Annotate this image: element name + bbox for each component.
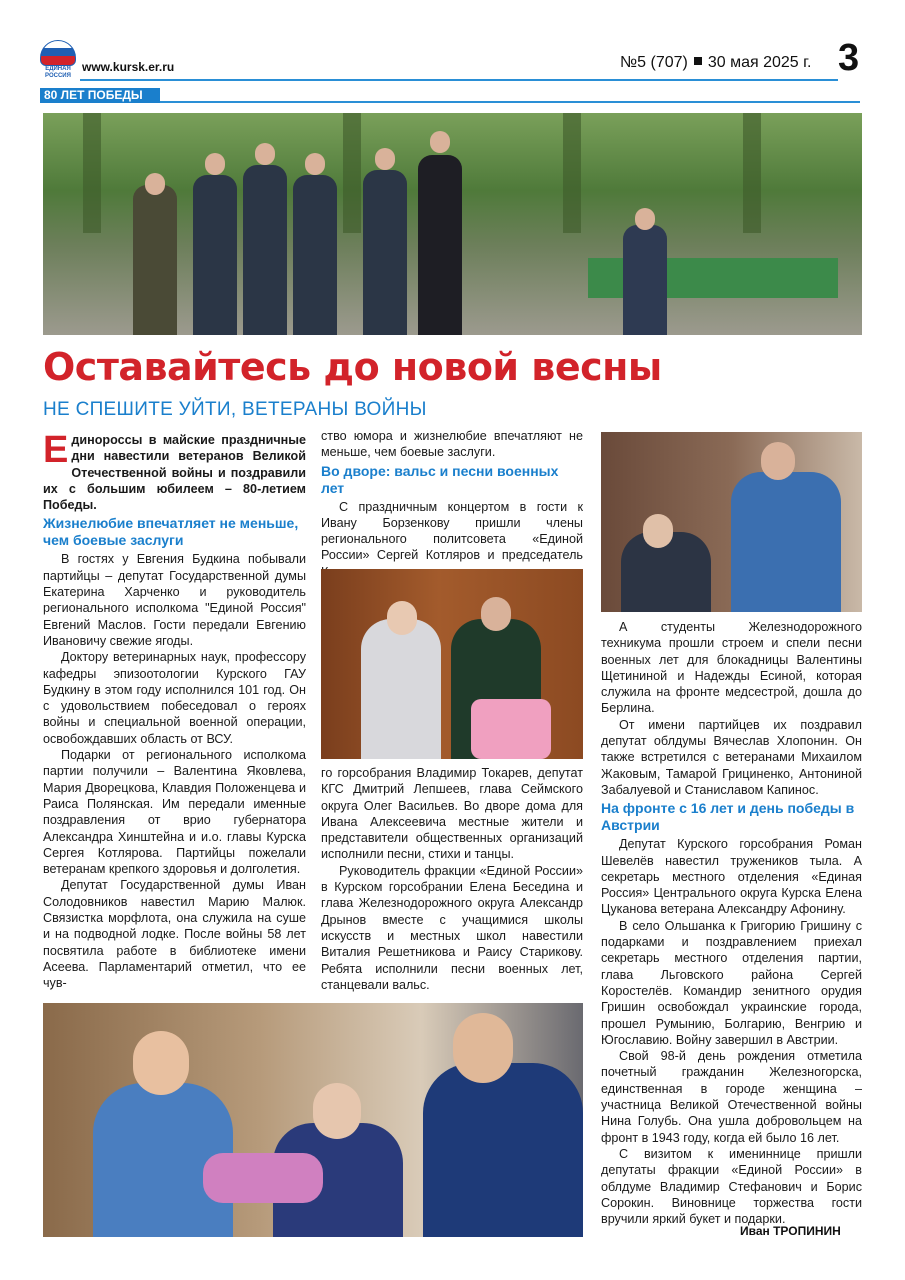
paragraph: ство юмора и жизнелюбие впечатляют не меньше, чем боевые заслуги. (321, 429, 583, 460)
article-subtitle: НЕ СПЕШИТЕ УЙТИ, ВЕТЕРАНЫ ВОЙНЫ (43, 399, 427, 420)
rubric-label: 80 ЛЕТ ПОБЕДЫ (40, 88, 160, 103)
square-separator-icon (694, 57, 702, 65)
article-column-2-bottom (321, 765, 583, 993)
paragraph: С визитом к имениннице пришли депутаты фракции «Единой России» в облдуме Владимир Стефанович и Борис Сорокин. Виновнице торжества гости вручили яркий букет и подарки. (601, 1146, 862, 1227)
party-logo (40, 40, 76, 86)
paragraph: С праздничным концертом в гости к Ивану Борзенкову пришли члены регионального политсовета «Единой России» Сергей Котляров и председатель (321, 499, 583, 563)
section-heading-2: Во дворе: вальс и песни военных лет (321, 462, 559, 496)
article-column-1 (43, 429, 306, 992)
paragraph: Руководитель фракции «Единой России» в Курском горсобрании Елена Беседина и глава Железнодорожного округа Александр Дрынов вместе с учащимися школы искусств и местных школ навестили Виталия Решетникова и Раису Старикову. Ребята исполнили песни военных лет, станцевали вальс. (321, 863, 583, 992)
header-divider (80, 79, 838, 81)
drop-cap: Е (43, 429, 69, 471)
paragraph: От имени партийцев их поздравил депутат облдумы Вячеслав Хлопонин. Он также встретился с ветеранами Михаилом Жаковым, Тамарой Грициненко, Антониной Забалуевой и Станиславом Капинос. (601, 717, 862, 797)
section-heading-3: На фронте с 16 лет и день победы в Австрии (601, 800, 855, 834)
article-column-3 (601, 619, 862, 1227)
paragraph: В гостях у Евгения Будкина побывали партийцы – депутат Государственной думы Екатерина Харченко и руководитель регионального исполкома "Единой Россия" Евгений Маслов. Гости передали Евгению Ивановичу свежие ягоды. (43, 552, 306, 648)
lead-text: диноросcы в майские праздничные дни навестили ветеранов Великой Отечественной войны и поздравили их с большим юбилеем – 80-летием Победы. (43, 433, 306, 513)
paragraph: Доктору ветеринарных наук, профессору кафедры эпизоотологии Курского ГАУ Будкину в этом году исполнился 101 год. Он с удовольствием побеседовал о героях войны и специальной военной операции, освобождавших область от ВСУ. (43, 650, 306, 746)
issue-number: №5 (707) (620, 54, 688, 71)
photo-veterans-group (43, 113, 862, 335)
article-lead (43, 429, 306, 513)
section-heading-1: Жизнелюбие впечатляет не меньше, чем боевые заслуги (43, 515, 299, 549)
paragraph: А студенты Железнодорожного техникума прошли строем и спели песни военных лет для блокадницы Валентины Щетининой и Надежды Есиной, которая служила на фронте медсестрой, дошла до Берлина. (601, 620, 862, 716)
logo-text: ЕДИНАЯ РОССИЯ (45, 66, 71, 79)
photo-veteran-birthday (43, 1003, 583, 1237)
rubric-divider (160, 101, 860, 103)
paragraph: Депутат Государственной думы Иван Солодовников навестил Марию Малюк. Связистка морфлота, она служила на суше и на подводной лодке. После войны 58 лет посвятила работе в библиотеке имени Асеева. Парламентарий отметил, что ее чув- (43, 878, 306, 991)
issue-date: 30 мая 2025 г. (707, 54, 812, 71)
bear-emblem-icon (40, 40, 76, 66)
paragraph: В село Ольшанка к Григорию Гришину с подарками и поздравлением приехал секретарь местного отделения партии, глава Льговского района Сергей Коростелёв. Командир зенитного орудия Гришин освобождал украинские города, прошел Румынию, Болгарию, Венгрию и Югославию. Войну завершил в Австрии. (601, 918, 862, 1047)
paragraph: Свой 98-й день рождения отметила почетный гражданин Железногорска, единственная в городе женщина – участница Великой Отечественной войны Нина Голубь. Она ушла добровольцем на фронт в 1943 году, когда ей было 16 лет. (601, 1049, 862, 1145)
paragraph: го горсобрания Владимир Токарев, депутат КГС Дмитрий Лепшеев, глава Сеймского округа Олег Васильев. Во дворе дома для Ивана Алексеевича местные жители и представители общественных организаций исполнили песни, стихи и танцы. (321, 766, 583, 862)
site-url[interactable]: www.kursk.er.ru (82, 60, 175, 74)
article-column-2-top (321, 428, 583, 580)
paragraph: Депутат Курского горсобрания Роман Шевелёв навестил тружеников тыла. А секретарь местного отделения «Единая Россия» Центрального округа Курска Елена Цуканова ветерана Александру Афонину. (601, 837, 862, 917)
paragraph: Подарки от регионального исполкома партии получили – Валентина Яковлева, Мария Дворецкова, Клавдия Положенцева и Раиса Полянская. Им передали именные поздравления от врио губернатора Александра Хинштейна и и.о. главы Курска Сергея Котлярова. Партийцы пожелали ветеранам крепкого здоровья и долголетия. (43, 748, 306, 877)
photo-handshake (601, 432, 862, 612)
issue-info (620, 54, 811, 72)
page-number: 3 (838, 37, 860, 79)
photo-concert-gift (321, 569, 583, 759)
article-author: Иван ТРОПИНИН (740, 1224, 841, 1238)
article-title: Оставайтесь до новой весны (43, 345, 662, 389)
